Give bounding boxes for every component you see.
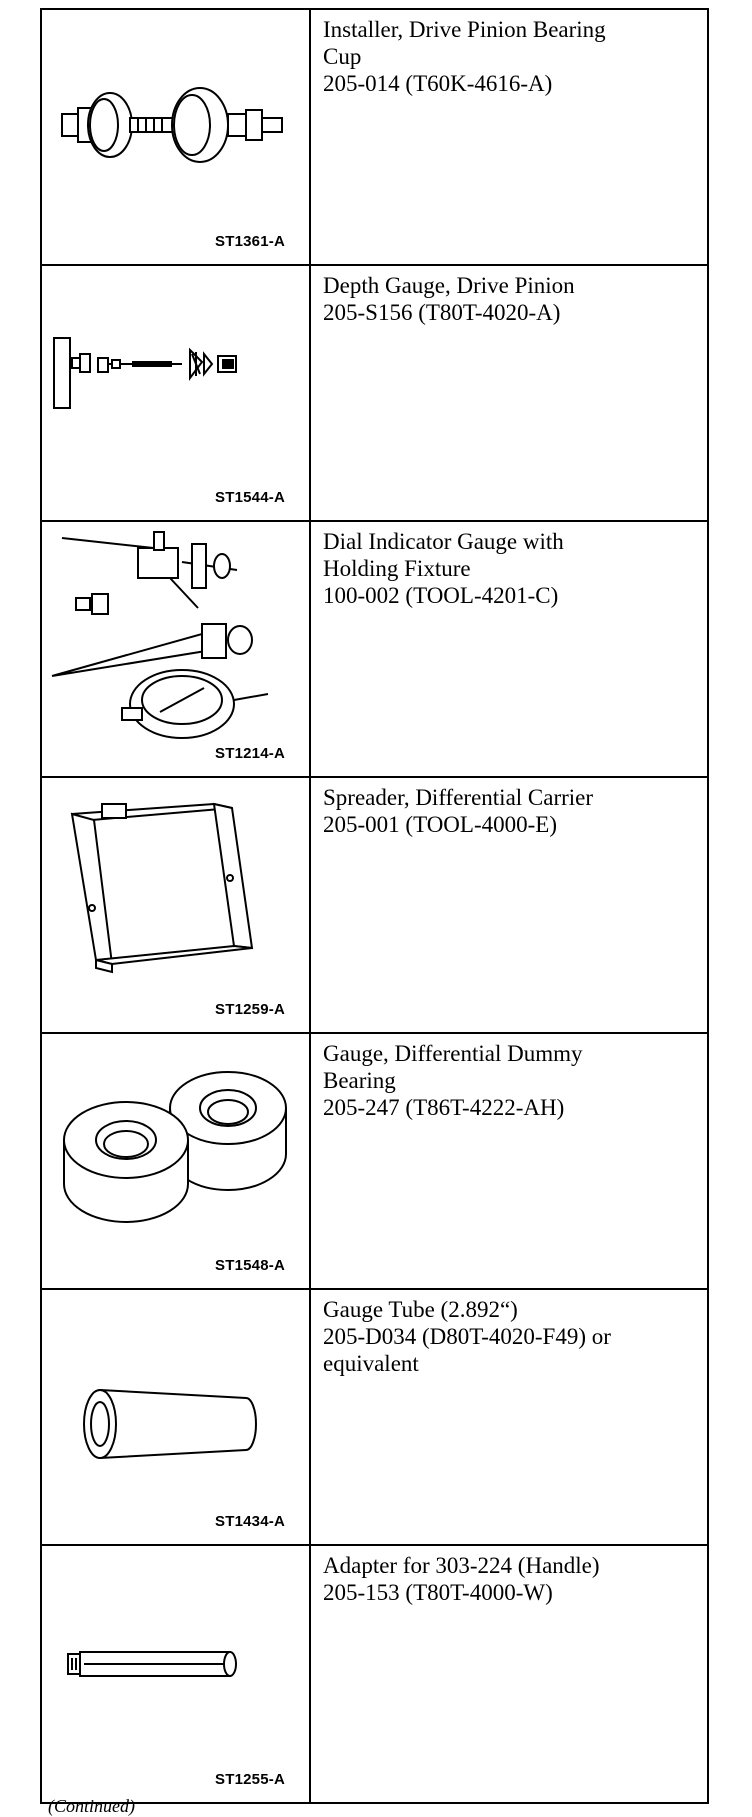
tool-description-cell (310, 521, 708, 777)
gauge-tube-icon (42, 1290, 309, 1546)
tool-part-number: 205-D034 (D80T-4020-F49) or (323, 1324, 611, 1349)
tool-illustration-cell (41, 9, 310, 265)
special-tools-table (40, 8, 709, 1804)
illustration-code: ST1434-A (215, 1513, 285, 1530)
dial-indicator-fixture-icon (42, 522, 309, 778)
illustration-code: ST1214-A (215, 745, 285, 762)
tool-description-line: Gauge, Differential Dummy (323, 1041, 583, 1066)
tool-row (41, 521, 708, 777)
tool-part-number: 205-001 (TOOL-4000-E) (323, 812, 557, 837)
tool-description-line: Depth Gauge, Drive Pinion (323, 273, 575, 298)
continued-note: (Continued) (48, 1796, 135, 1816)
tool-description-cell (310, 777, 708, 1033)
illustration-code: ST1259-A (215, 1001, 285, 1018)
tool-description-cell (310, 1289, 708, 1545)
tool-description-line: Dial Indicator Gauge with (323, 529, 564, 554)
tool-row (41, 777, 708, 1033)
illustration-code: ST1544-A (215, 489, 285, 506)
tool-description-cell (310, 265, 708, 521)
tool-illustration-cell (41, 1289, 310, 1545)
tool-part-number: 205-S156 (T80T-4020-A) (323, 300, 561, 325)
illustration-code: ST1361-A (215, 233, 285, 250)
tool-description-line: Cup (323, 44, 362, 69)
pinion-bearing-cup-installer-icon (42, 10, 309, 266)
handle-adapter-icon (42, 1546, 309, 1804)
tool-row (41, 1545, 708, 1803)
tool-row (41, 1033, 708, 1289)
tool-illustration-cell (41, 265, 310, 521)
tool-description-cell (310, 1033, 708, 1289)
tool-description-cell (310, 9, 708, 265)
tool-part-number: 100-002 (TOOL-4201-C) (323, 583, 559, 608)
tool-illustration-cell (41, 777, 310, 1033)
tool-part-number: 205-247 (T86T-4222-AH) (323, 1095, 565, 1120)
tool-illustration-cell (41, 1545, 310, 1803)
tool-row (41, 265, 708, 521)
illustration-code: ST1255-A (215, 1771, 285, 1788)
tool-description-line: Installer, Drive Pinion Bearing (323, 17, 606, 42)
tool-description-line: Gauge Tube (2.892“) (323, 1297, 518, 1322)
tool-description-line: Bearing (323, 1068, 396, 1093)
tool-description-line: equivalent (323, 1351, 419, 1376)
tool-illustration-cell (41, 521, 310, 777)
pinion-depth-gauge-icon (42, 266, 309, 522)
tool-illustration-cell (41, 1033, 310, 1289)
dummy-bearing-gauge-icon (42, 1034, 309, 1290)
tool-description-line: Spreader, Differential Carrier (323, 785, 594, 810)
tool-description-line: Holding Fixture (323, 556, 471, 581)
tool-part-number: 205-014 (T60K-4616-A) (323, 71, 553, 96)
tool-part-number: 205-153 (T80T-4000-W) (323, 1580, 553, 1605)
tool-row (41, 1289, 708, 1545)
tool-row (41, 9, 708, 265)
carrier-spreader-icon (42, 778, 309, 1034)
tool-description-line: Adapter for 303-224 (Handle) (323, 1553, 600, 1578)
tool-description-cell (310, 1545, 708, 1803)
illustration-code: ST1548-A (215, 1257, 285, 1274)
